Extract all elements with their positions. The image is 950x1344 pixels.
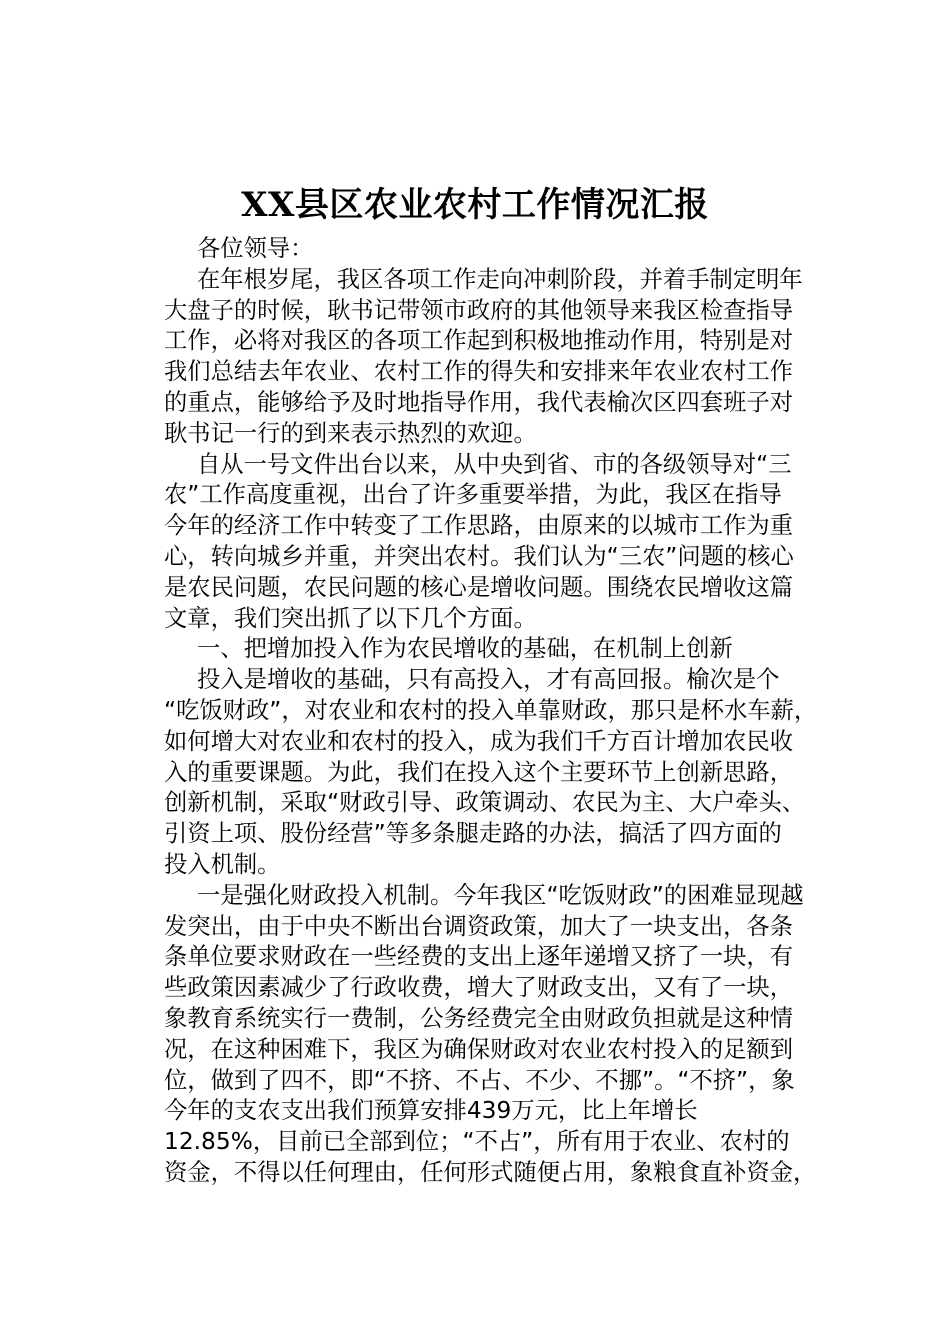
text-line: 条单位要求财政在一些经费的支出上逐年递增又挤了一块，有 [164, 943, 794, 971]
text-line: 况，在这种困难下，我区为确保财政对农业农村投入的足额到 [164, 1035, 794, 1063]
text-line: 如何增大对农业和农村的投入，成为我们千方百计增加农民收 [164, 727, 794, 755]
text-line: 今年的支农支出我们预算安排439万元，比上年增长 [164, 1097, 698, 1125]
text-line: 位，做到了四不，即“不挤、不占、不少、不挪”。“不挤”，象 [164, 1066, 795, 1094]
text-line: 是农民问题，农民问题的核心是增收问题。围绕农民增收这篇 [164, 573, 794, 601]
text-line: 大盘子的时候，耿书记带领市政府的其他领导来我区检查指导 [164, 296, 794, 324]
text-line: 引资上项、股份经营”等多条腿走路的办法，搞活了四方面的 [164, 820, 782, 848]
text-line: 耿书记一行的到来表示热烈的欢迎。 [164, 419, 537, 447]
text-line: 农”工作高度重视，出台了许多重要举措，为此，我区在指导 [164, 481, 782, 509]
text-line: 一、把增加投入作为农民增收的基础，在机制上创新 [197, 635, 733, 663]
text-line: 各位领导： [197, 235, 314, 262]
text-line: 发突出，由于中央不断出台调资政策，加大了一块支出，各条 [164, 912, 794, 940]
text-line: 文章，我们突出抓了以下几个方面。 [164, 604, 537, 632]
text-line: 象教育系统实行一费制，公务经费完全由财政负担就是这种情 [164, 1004, 794, 1032]
paragraph-finance [131, 881, 831, 1189]
text-line: 心，转向城乡并重，并突出农村。我们认为“三农”问题的核心 [164, 542, 794, 570]
text-line: 自从一号文件出台以来，从中央到省、市的各级领导对“三 [197, 450, 792, 478]
text-line: 今年的经济工作中转变了工作思路，由原来的以城市工作为重 [164, 512, 794, 540]
text-line: 一是强化财政投入机制。今年我区“吃饭财政”的困难显现越 [197, 881, 804, 909]
document-title: XX县区农业农村工作情况汇报 [241, 185, 709, 225]
text-line: 资金，不得以任何理由，任何形式随便占用，象粮食直补资金， [164, 1158, 817, 1186]
text-line: 的重点，能够给予及时地指导作用，我代表榆次区四套班子对 [164, 388, 794, 416]
text-line: 入的重要课题。为此，我们在投入这个主要环节上创新思路， [164, 758, 794, 786]
text-line: 我们总结去年农业、农村工作的得失和安排来年农业农村工作 [164, 358, 794, 386]
text-line: 在年根岁尾，我区各项工作走向冲刺阶段，并着手制定明年 [197, 265, 803, 293]
paragraph-investment [131, 665, 831, 881]
paragraph-salutation [131, 234, 831, 265]
text-line: “吃饭财政”，对农业和农村的投入单靠财政，那只是杯水车薪， [164, 696, 818, 724]
text-line: 些政策因素减少了行政收费，增大了财政支出，又有了一块， [164, 974, 794, 1002]
document-body [131, 234, 831, 1189]
text-line: 投入机制。 [164, 850, 281, 878]
text-line: 创新机制，采取“财政引导、政策调动、农民为主、大户牵头、 [164, 789, 806, 817]
text-line: 12.85%，目前已全部到位；“不占”，所有用于农业、农村的 [164, 1128, 790, 1156]
paragraph-welcome [131, 265, 831, 450]
text-line: 工作，必将对我区的各项工作起到积极地推动作用，特别是对 [164, 327, 794, 355]
text-line: 投入是增收的基础，只有高投入，才有高回报。榆次是个 [197, 666, 780, 694]
section-heading-1 [131, 634, 831, 665]
paragraph-policy [131, 450, 831, 635]
